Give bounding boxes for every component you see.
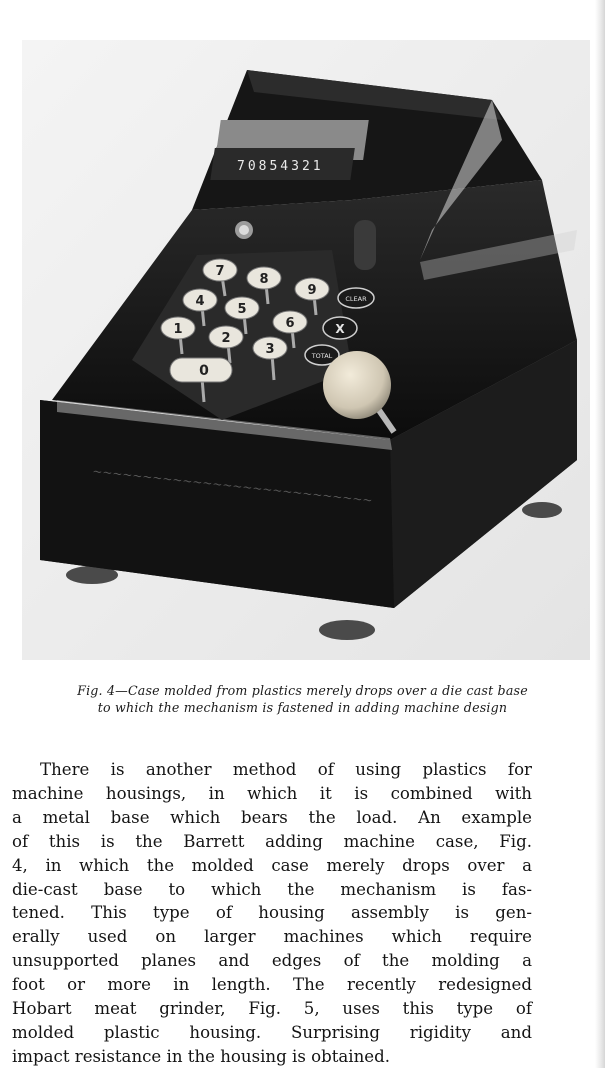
caption-line-2: to which the mechanism is fastened in adding machine design — [97, 700, 508, 715]
figure-photo — [22, 40, 590, 660]
key-7-label: 7 — [215, 264, 225, 279]
body-line-6: die-cast base to which the mechanism is fas- — [12, 879, 532, 899]
side-switch — [354, 220, 376, 270]
multiply-key — [323, 317, 357, 339]
key-2-label: 2 — [221, 331, 231, 346]
clear-key — [338, 288, 374, 308]
caption-line-1: Fig. 4—Case molded from plastics merely drops over a die cast base — [77, 683, 528, 698]
body-paragraph — [12, 758, 532, 1069]
scan-edge-shadow — [595, 0, 605, 1068]
body-line-8: erally used on larger machines which require — [12, 927, 532, 947]
register-digits-text: 70854321 — [237, 159, 324, 174]
body-line-3: a metal base which bears the load. An example — [12, 807, 532, 827]
foot-front — [319, 620, 375, 640]
clear-key-label: CLEAR — [345, 295, 367, 303]
key-0-label: 0 — [199, 363, 209, 379]
multiply-key-label: X — [335, 322, 345, 336]
body-line-5: 4, in which the molded case merely drops over a — [12, 855, 532, 875]
crank-lever-knob — [323, 351, 391, 419]
foot-right — [522, 502, 562, 518]
body-line-2: machine housings, in which it is combined with — [12, 783, 532, 803]
nameplate-embossing: ~~~~~~~~~~~~~~~~~~~~~~~~~~~~ — [91, 464, 374, 508]
adding-machine-illustration — [22, 40, 590, 660]
key-9-label: 9 — [307, 283, 317, 298]
body-line-12: molded plastic housing. Surprising rigidity and — [12, 1022, 532, 1042]
key-8-label: 8 — [259, 272, 269, 287]
key-4-label: 4 — [195, 294, 205, 309]
body-line-7: tened. This type of housing assembly is gen- — [12, 903, 532, 923]
key-3-label: 3 — [265, 342, 275, 357]
body-line-1: There is another method of using plastics for — [40, 760, 532, 779]
body-line-4: of this is the Barrett adding machine case, Fig. — [12, 831, 532, 851]
total-key-label: TOTAL — [311, 352, 333, 360]
body-line-10: foot or more in length. The recently redesigned — [12, 975, 532, 995]
key-6-label: 6 — [285, 316, 295, 331]
figure-caption — [10, 682, 595, 716]
body-line-9: unsupported planes and edges of the molding a — [12, 951, 532, 971]
body-line-11: Hobart meat grinder, Fig. 5, uses this type of — [12, 999, 532, 1019]
body-line-13: impact resistance in the housing is obtained. — [12, 1046, 390, 1066]
lever-knob-cap — [239, 225, 249, 235]
key-1-label: 1 — [173, 322, 183, 337]
key-5-label: 5 — [237, 302, 247, 317]
